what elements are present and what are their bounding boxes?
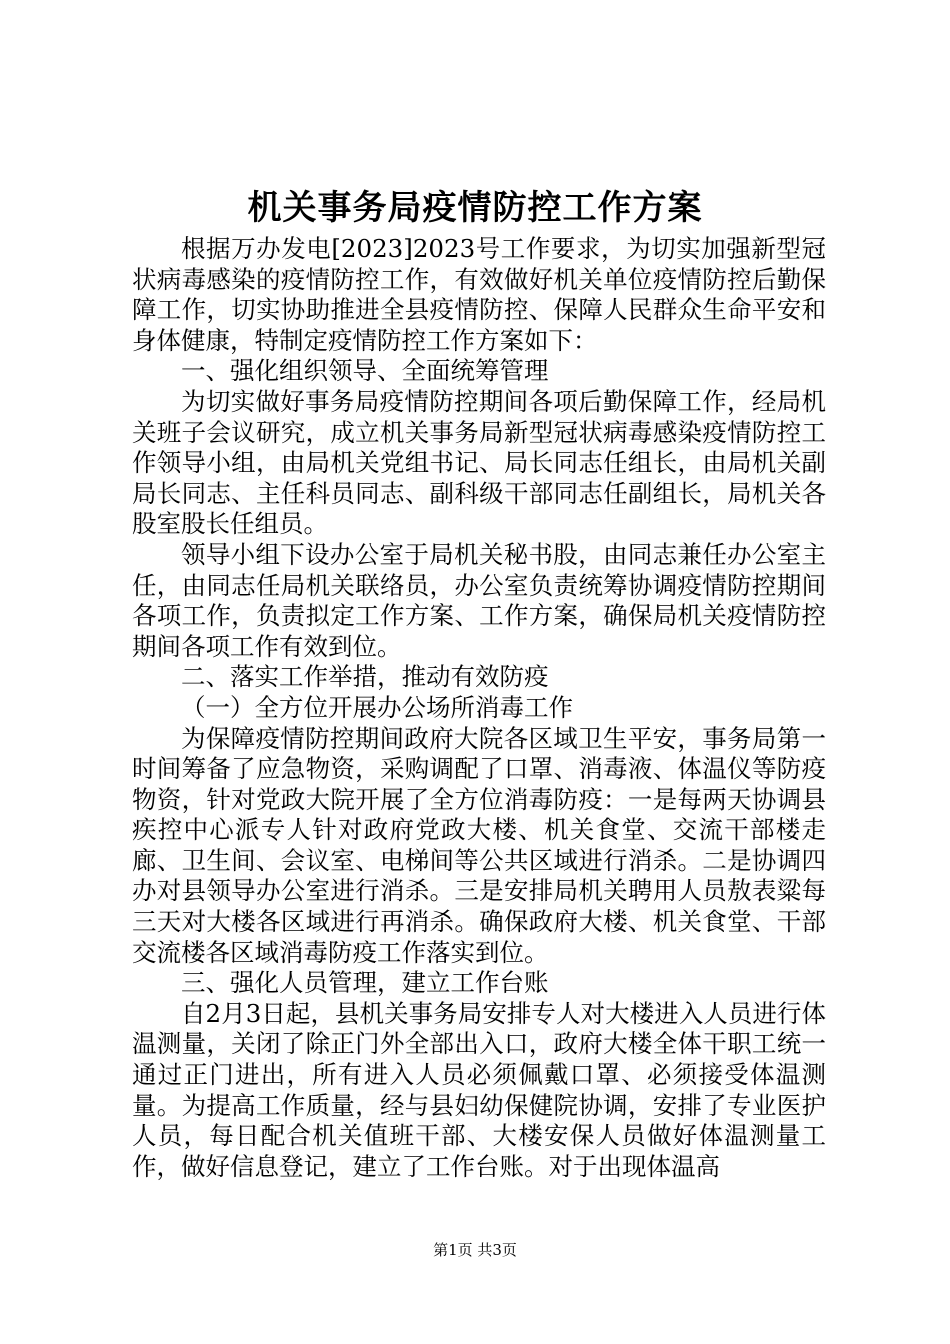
- paragraph-intro: 根据万办发电[2023]2023号工作要求，为切实加强新型冠状病毒感染的疫情防控工作，有效做好机关单位疫情防控后勤保障工作，切实协助推进全县疫情防控、保障人民群众生命平安和身体健康，特制定疫情防控工作方案如下：: [132, 234, 826, 355]
- document-body: [132, 234, 826, 1182]
- heading-subsection-1: （一）全方位开展办公场所消毒工作: [181, 692, 573, 722]
- document-title: 机关事务局疫情防控工作方案: [247, 188, 703, 228]
- paragraph-personnel: 自2月3日起，县机关事务局安排专人对大楼进入人员进行体温测量，关闭了除正门外全部出入口，政府大楼全体干职工统一通过正门进出，所有进入人员必须佩戴口罩、必须接受体温测量。为提高工作质量，经与县妇幼保健院协调，安排了专业医护人员，每日配合机关值班干部、大楼安保人员做好体温测量工作，做好信息登记，建立了工作台账。对于出现体温高: [132, 998, 826, 1181]
- heading-section-2: 二、落实工作举措，推动有效防疫: [181, 662, 549, 692]
- heading-section-3: 三、强化人员管理，建立工作台账: [181, 968, 549, 998]
- heading-section-1: 一、强化组织领导、全面统筹管理: [181, 356, 549, 386]
- paragraph-leadership-group: 为切实做好事务局疫情防控期间各项后勤保障工作，经局机关班子会议研究，成立机关事务局新型冠状病毒感染疫情防控工作领导小组，由局机关党组书记、局长同志任组长，由局机关副局长同志、主任科员同志、副科级干部同志任副组长，局机关各股室股长任组员。: [132, 386, 826, 539]
- page-number: 第1页 共3页: [433, 1241, 517, 1259]
- paragraph-disinfection: 为保障疫情防控期间政府大院各区域卫生平安，事务局第一时间筹备了应急物资，采购调配了口罩、消毒液、体温仪等防疫物资，针对党政大院开展了全方位消毒防疫：一是每两天协调县疾控中心派专人针对政府党政大楼、机关食堂、交流干部楼走廊、卫生间、会议室、电梯间等公共区域进行消杀。二是协调四办对县领导办公室进行消杀。三是安排局机关聘用人员敖表粱每三天对大楼各区域进行再消杀。确保政府大楼、机关食堂、干部交流楼各区域消毒防疫工作落实到位。: [132, 723, 826, 967]
- paragraph-office: 领导小组下设办公室于局机关秘书股，由同志兼任办公室主任，由同志任局机关联络员，办公室负责统筹协调疫情防控期间各项工作，负责拟定工作方案、工作方案，确保局机关疫情防控期间各项工作有效到位。: [132, 539, 826, 661]
